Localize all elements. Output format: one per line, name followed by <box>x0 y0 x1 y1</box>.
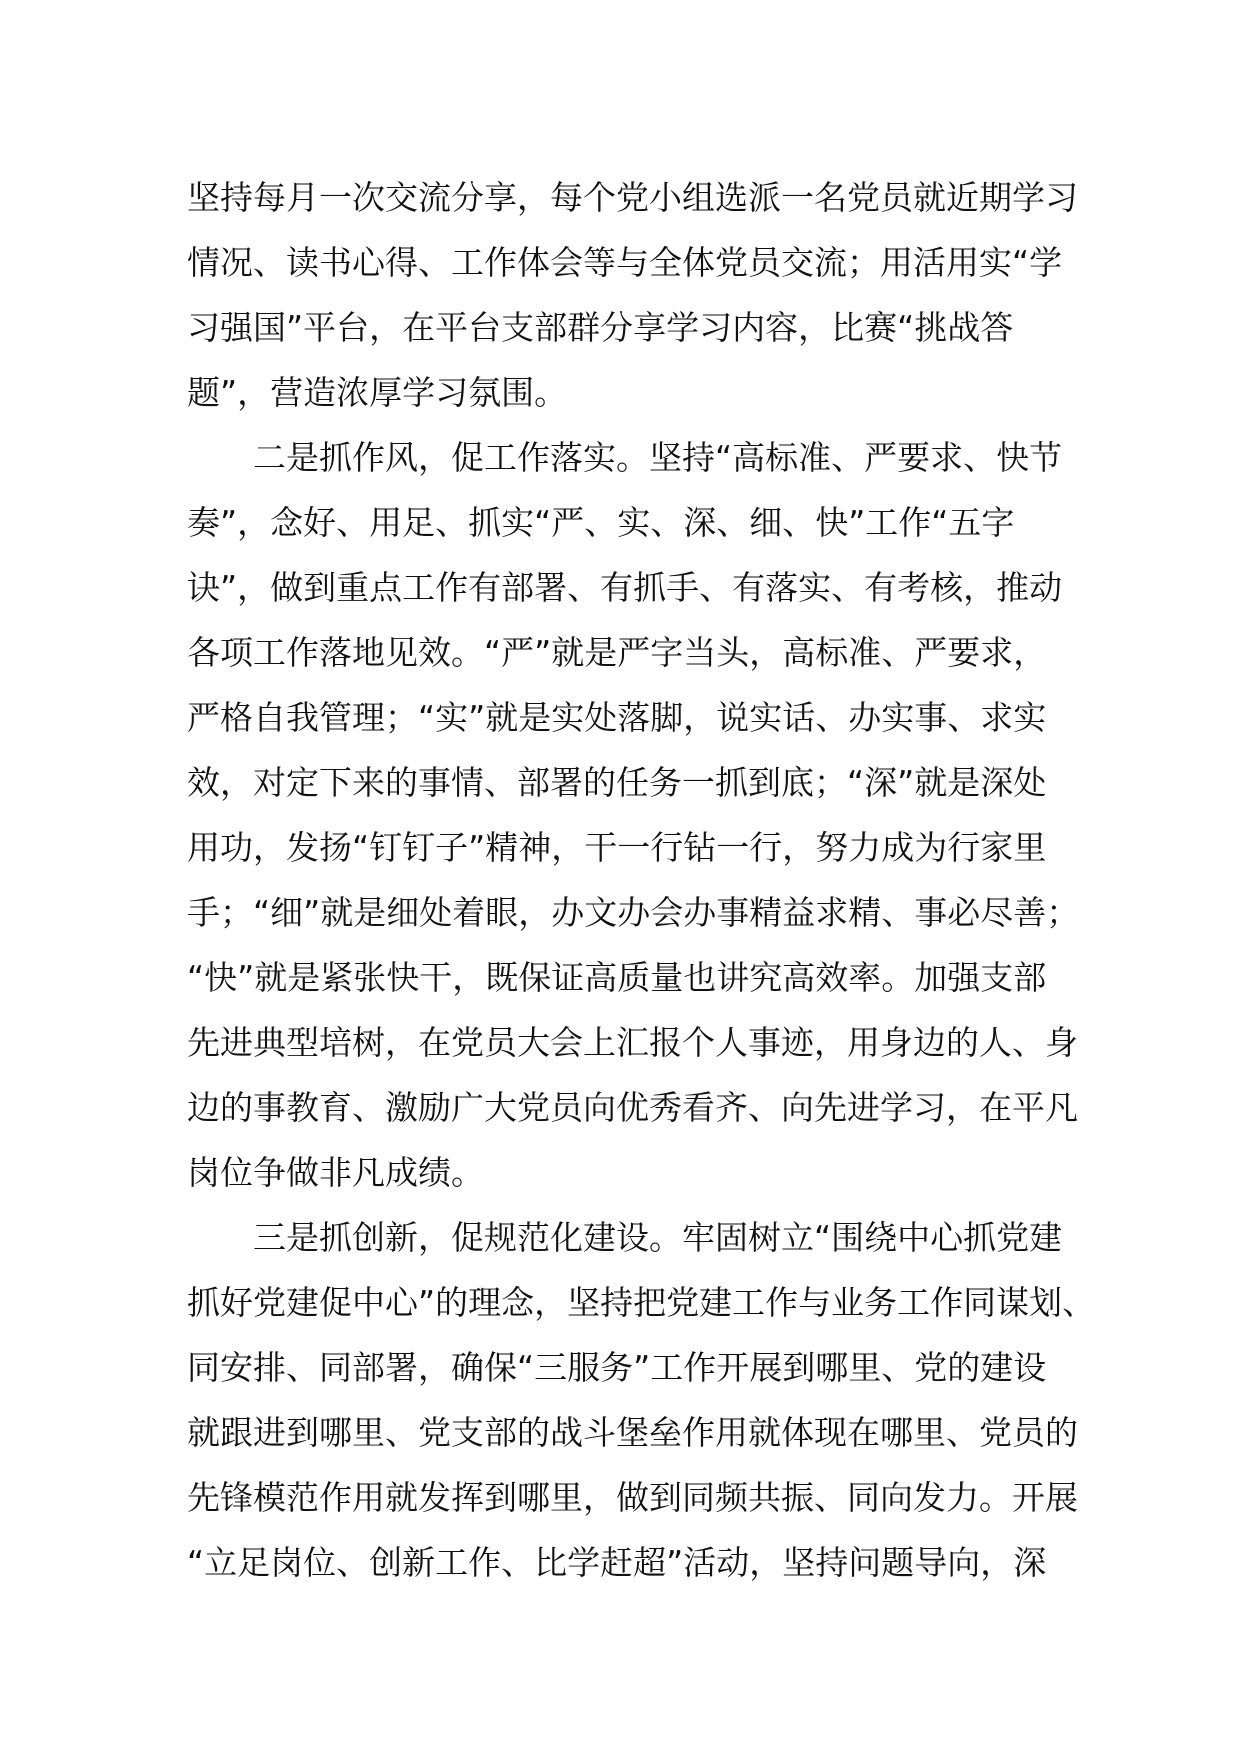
text-line: 就跟进到哪里、党支部的战斗堡垒作用就体现在哪里、党员的 <box>187 1413 1078 1452</box>
text-line: 严格自我管理；“实”就是实处落脚，说实话、办实事、求实 <box>187 698 1047 737</box>
text-line: 题”，营造浓厚学习氛围。 <box>187 373 568 412</box>
text-line: 抓好党建促中心”的理念，坚持把党建工作与业务工作同谋划、 <box>187 1283 1096 1322</box>
text-line: 先锋模范作用就发挥到哪里，做到同频共振、同向发力。开展 <box>187 1478 1078 1517</box>
text-line: 效，对定下来的事情、部署的任务一抓到底；“深”就是深处 <box>187 763 1047 802</box>
text-line: 同安排、同部署，确保“三服务”工作开展到哪里、党的建设 <box>187 1348 1047 1387</box>
text-line: 手；“细”就是细处着眼，办文办会办事精益求精、事必尽善； <box>187 893 1080 932</box>
text-line: 坚持每月一次交流分享，每个党小组选派一名党员就近期学习 <box>187 178 1078 217</box>
document-body <box>187 165 1096 1595</box>
text-line: “立足岗位、创新工作、比学赶超”活动，坚持问题导向，深 <box>187 1543 1047 1582</box>
text-line: 岗位争做非凡成绩。 <box>187 1153 484 1192</box>
text-line: 二是抓作风，促工作落实。坚持“高标准、严要求、快节 <box>187 438 1063 477</box>
text-line: 各项工作落地见效。“严”就是严字当头，高标准、严要求， <box>187 633 1047 672</box>
text-line: 奏”，念好、用足、抓实“严、实、深、细、快”工作“五字 <box>187 503 1015 542</box>
text-line: 三是抓创新，促规范化建设。牢固树立“围绕中心抓党建 <box>187 1218 1063 1257</box>
text-line: 先进典型培树，在党员大会上汇报个人事迹，用身边的人、身 <box>187 1023 1078 1062</box>
text-line: “快”就是紧张快干，既保证高质量也讲究高效率。加强支部 <box>187 958 1047 997</box>
text-line: 诀”，做到重点工作有部署、有抓手、有落实、有考核，推动 <box>187 568 1063 607</box>
text-line: 边的事教育、激励广大党员向优秀看齐、向先进学习，在平凡 <box>187 1088 1078 1127</box>
text-line: 习强国”平台，在平台支部群分享学习内容，比赛“挑战答 <box>187 308 1014 347</box>
text-line: 用功，发扬“钉钉子”精神，干一行钻一行，努力成为行家里 <box>187 828 1047 867</box>
text-line: 情况、读书心得、工作体会等与全体党员交流；用活用实“学 <box>187 243 1063 282</box>
